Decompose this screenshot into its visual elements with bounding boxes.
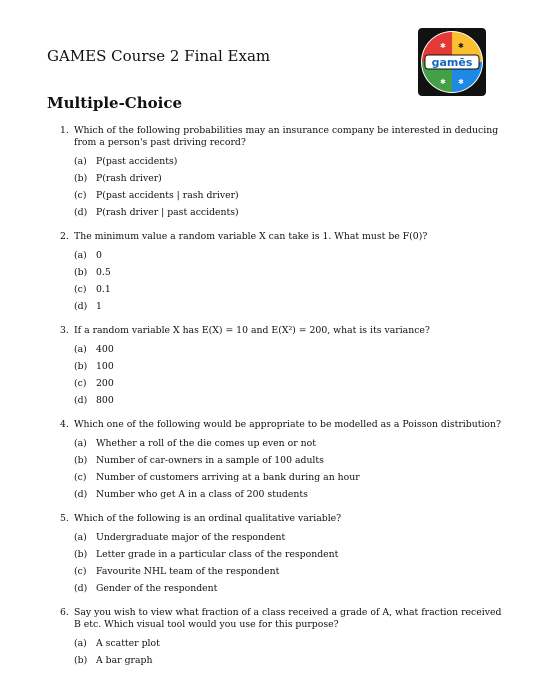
- option-label: (a): [74, 156, 87, 167]
- question-number: 3.: [60, 325, 69, 336]
- svg-text:✱: ✱: [440, 42, 446, 50]
- option-label: (c): [74, 378, 87, 389]
- question-number: 1.: [60, 125, 69, 136]
- option-label: (d): [74, 207, 88, 218]
- question-text: Which of the following is an ordinal qualitative variable?: [74, 513, 342, 524]
- option-label: (c): [74, 284, 87, 295]
- option-text: Favourite NHL team of the respondent: [96, 566, 280, 577]
- option-text: Undergraduate major of the respondent: [96, 532, 286, 543]
- option-label: (b): [74, 173, 88, 184]
- option-label: (a): [74, 250, 87, 261]
- option-text: 800: [96, 395, 114, 406]
- option-label: (b): [74, 655, 88, 666]
- option-text: Gender of the respondent: [96, 583, 218, 594]
- option-text: 200: [96, 378, 114, 389]
- option-label: (c): [74, 566, 87, 577]
- option-text: P(rash driver): [96, 173, 162, 184]
- exam-title: GAMES Course 2 Final Exam: [47, 47, 271, 65]
- option-text: 100: [96, 361, 114, 372]
- svg-text:✱: ✱: [440, 78, 446, 86]
- option-text: Number of customers arriving at a bank during an hour: [96, 472, 360, 483]
- option-text: A bar graph: [96, 655, 153, 666]
- option-text: P(past accidents): [96, 156, 178, 167]
- option-text: 0.5: [96, 267, 111, 278]
- logo-graphic: [418, 28, 486, 96]
- logo-text: gamēs: [431, 56, 473, 69]
- option-text: Number who get A in a class of 200 students: [96, 489, 308, 500]
- option-text: 0.1: [96, 284, 111, 295]
- option-label: (d): [74, 583, 88, 594]
- option-label: (a): [74, 532, 87, 543]
- option-text: A scatter plot: [96, 638, 160, 649]
- question-number: 6.: [60, 607, 69, 618]
- svg-text:✱: ✱: [458, 78, 464, 86]
- question-text: If a random variable X has E(X) = 10 and E(X²) = 200, what is its variance?: [74, 325, 430, 336]
- option-label: (d): [74, 395, 88, 406]
- option-label: (b): [74, 361, 88, 372]
- question-text: Which of the following probabilities may an insurance company be interested in deducing from a person's past driving record?: [74, 125, 499, 148]
- option-label: (d): [74, 301, 88, 312]
- question-text: Which one of the following would be appropriate to be modelled as a Poisson distribution?: [74, 419, 501, 430]
- option-label: (b): [74, 549, 88, 560]
- option-text: 400: [96, 344, 114, 355]
- option-label: (c): [74, 472, 87, 483]
- option-label: (c): [74, 190, 87, 201]
- svg-text:✱: ✱: [458, 42, 464, 50]
- option-text: Number of car-owners in a sample of 100 adults: [96, 455, 324, 466]
- option-text: 1: [96, 301, 102, 312]
- question-number: 5.: [60, 513, 69, 524]
- option-text: Whether a roll of the die comes up even or not: [96, 438, 316, 449]
- option-label: (b): [74, 267, 88, 278]
- option-text: P(past accidents | rash driver): [96, 190, 239, 201]
- option-label: (a): [74, 344, 87, 355]
- question-number: 2.: [60, 231, 69, 242]
- option-label: (a): [74, 438, 87, 449]
- option-text: P(rash driver | past accidents): [96, 207, 239, 218]
- games-logo: [418, 28, 486, 96]
- option-text: Letter grade in a particular class of the respondent: [96, 549, 339, 560]
- option-label: (b): [74, 455, 88, 466]
- option-label: (d): [74, 489, 88, 500]
- option-text: 0: [96, 250, 102, 261]
- question-number: 4.: [60, 419, 69, 430]
- option-label: (a): [74, 638, 87, 649]
- question-text: The minimum value a random variable X can take is 1. What must be F(0)?: [74, 231, 428, 242]
- section-title: Multiple-Choice: [47, 94, 183, 112]
- question-text: Say you wish to view what fraction of a class received a grade of A, what fraction received B etc. Which visual tool would you use for this purpose?: [74, 607, 502, 630]
